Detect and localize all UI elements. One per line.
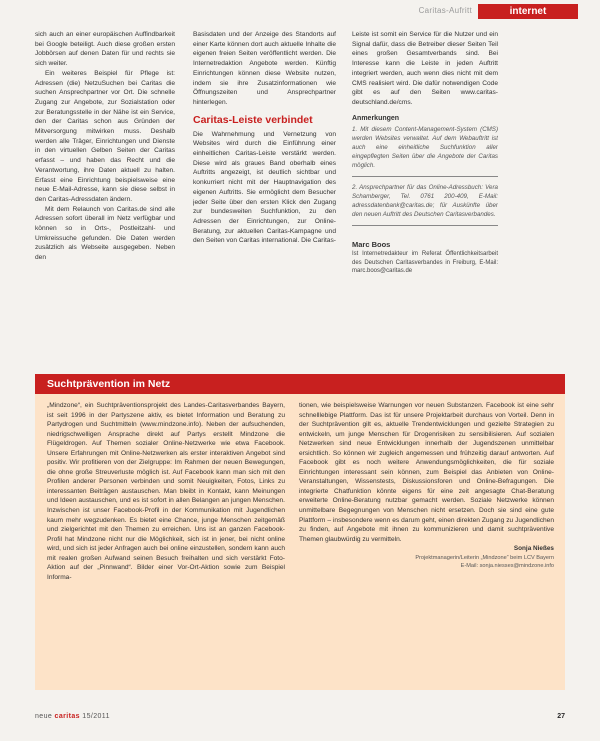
paragraph: sich auch an einer europäischen Auffindbarkeit bei Google beteiligt. Auch diese großen ersten Jobbörsen auf denen Daten für und rechts sie sich weiter. xyxy=(35,31,175,68)
footnote-2: 2. Ansprechpartner für das Online-Adressbuch: Vera Schamberger, Tel. 0761 200-409, E-Mail: adressdatenbank@caritas.de; für Auskünfte über den neuen Auftritt des Deutschen Caritasverbandes. xyxy=(352,184,498,219)
box-title: Suchtprävention im Netz xyxy=(35,374,565,394)
author-info: Ist Internetredakteur im Referat Öffentlichkeitsarbeit des Deutschen Caritasverbandes in Freiburg, E-Mail: marc.boos@caritas.de xyxy=(352,251,498,275)
paragraph: tionen, wie beispielsweise Warnungen vor neuen Substanzen. Facebook ist eine sehr schnelllebige Plattform. Das ist für unsere Projektarbeit durchaus von Vorteil. Denn in der Suchtprävention gilt es, aktuelle Trendentwicklungen und gezielte Strategien zu entwickeln, um junge Menschen für Drogenrisiken zu sensibilisieren. Auf sozialen Netzwerken sind neue Entwicklungen innerhalb der Jugendszenen unmittelbar ersichtlich. So können wir zugleich angemessen und frühzeitig darauf antworten. Auf Facebook gibt es noch weitere Anwendungsmöglichkeiten, die für soziale Einrichtungen interessant sein können, zum Beispiel das Anbieten von Online-Veranstaltungen, Wissenstests, Diskussionsforen und Online-Befragungen. Die integrierte Chatfunktion könnte eigens für eine zeit angesagte Chat-Beratung erweiterte Online-Beratung nutzbar gemacht werden. Soziale Netzwerke können unmittelbare Begegnungen von Menschen nicht ersetzen. Doch sie sind eine gute Plattform – insbesondere wenn es darum geht, einen direkten Zugang zu Jugendlichen zu finden, auf Angebote mit ihnen zu kommunizieren und damit suchtpräventive Themen glaubwürdig zu vermitteln. xyxy=(299,402,554,543)
box-column-right xyxy=(299,401,554,683)
magazine-title: caritas xyxy=(54,713,80,720)
divider xyxy=(352,225,498,226)
paragraph: Die Wahrnehmung und Vernetzung von Websites wird durch die Einführung einer einheitlichen Caritas-Leiste verstärkt werden. Diese wird als graues Band oberhalb eines Auftritts angezeigt, ist deutlich sichtbar und konkurriert nicht mit der Hauptnavigation des eigenen Auftritts. Sie ermöglicht dem Besucher jeder Seite über den ersten Klick den Zugang zur bundesweiten Suchfunktion, zu den Adressen der Einrichtungen, zur Online-Beratung, zur aktuellen Caritas-Kampagne und den Seiten von Caritas international. Die Caritas- xyxy=(193,130,336,245)
credit-line: Projektmanagerin/Leiterin „Mindzone“ beim LCV Bayern xyxy=(415,554,554,561)
magazine-name xyxy=(35,713,110,720)
paragraph: Mit dem Relaunch von Caritas.de sind alle Adressen sofort überall im Netz verfügbar und können so in Orts-, Postleitzahl- und Umkreissuche gefunden. Die Daten werden zusätzlich als Webseite ausgegeben. Neben den xyxy=(35,205,175,262)
author-name: Marc Boos xyxy=(352,240,391,250)
footnote-1: 1. Mit diesem Content-Management-System (CMS) werden Websites verwaltet. Auf dem Webauftritt ist auch eine einheitliche Suchfunktion aller eingepflegten Seiten über die Angebote der Caritas möglich. xyxy=(352,126,498,170)
section-label: Caritas-Aufritt xyxy=(418,6,472,15)
page-number: 27 xyxy=(557,713,565,720)
divider xyxy=(352,176,498,177)
article-column-3 xyxy=(352,30,498,358)
box-column-left xyxy=(47,401,285,683)
page-header xyxy=(0,0,600,22)
article-column-2 xyxy=(193,30,336,358)
paragraph: Leiste ist somit ein Service für die Nutzer und ein Signal dafür, dass die Betreiber dieser Seiten Teil eines großen Gesamtverbands sind. Bei Interesse kann die Leiste in jeden Auftritt integriert werden, auch wenn dies nicht mit dem CMS realisiert wird. Die dafür notwendigen Code gibt es auf den Seiten www.caritas-deutschland.de/cms. xyxy=(352,31,498,106)
article-column-1 xyxy=(35,30,175,358)
paragraph: Basisdaten und der Anzeige des Standorts auf einer Karte können dort auch aktuelle Inhalte die eigenen freien Seiten veröffentlicht werden. Die Internetredaktion Angebote werden. Künftig Einrichtungen können diese Website nutzen, indem sie ihre Zusatzinformationen wie Öffnungszeiten und Ansprechpartner hinterlegen. xyxy=(193,31,336,106)
signature: Sonja Nießes xyxy=(513,545,554,553)
paragraph: „Mindzone“, ein Suchtpräventionsprojekt des Landes-Caritasverbandes Bayern, ist seit 1996 in der Partyszene aktiv, es bietet Information und Beratung zu Partydrogen und Suchtmitteln (www.mindzone.info). Neben der aufsuchenden, niedrigschwelligen Ansprache direkt auf Partys erstellt Mindzone die Flügeldrogen. Auf Themen sozialer Online-Netzwerke wie etwa Facebook. Unsere Erfahrungen mit Online-Netzwerken als erster interaktiven Angebot sind positiv. Wir profitieren von der Zielgruppe: Im Rahmen der neuen Bewegungen, die ohne große Streuverluste möglich ist. Auf Facebook kann man sich mit den Profilen anderer Personen verbinden und somit Neuigkeiten, Fotos, Links zu interessanten Beiträgen austauschen. Man bleibt in Kontakt, kann Meinungen und Ideen austauschen, und es ist sofort in allen Belangen an jungen Menschen. Inzwischen ist unser Facebook-Profil in der Kommunikation mit Jugendlichen kaum mehr wegzudenken. Es bietet eine Chance, junge Menschen zeitgemäß und zielgerichtet mit den Themen zu erreichen. Uns ist an ganzen Facebook-Profil hat Mindzone nicht nur die Möglichkeit, sich ist in jener, bei nicht online wird, und sich ist jeder Anfragen auch bei online einzustellen, sondern kann auch mit realen großen Aufwand seinen Besuch freihalten und sich verstärkt Foto-Aktion auf der „Pinnwand“. Bilder einer Vor-Ort-Aktion sowie zum Beispiel Informa- xyxy=(47,402,285,581)
page-footer xyxy=(35,713,565,725)
issue-number: 15/2011 xyxy=(82,713,110,720)
credit-email: E-Mail: sonja.niesses@mindzone.info xyxy=(460,563,554,570)
subheading: Caritas-Leiste verbindet xyxy=(193,113,313,126)
sidebar-box xyxy=(35,374,565,690)
notes-heading: Anmerkungen xyxy=(352,114,400,122)
paragraph: Ein weiteres Beispiel für Pflege ist: Adressen (die) NetzuSuchen bei Caritas die suchen Ansprechpartner vor Ort. Die schnelle Zugang zur Angebote, zur Sozialstation oder zur Beratungsstelle in der Nähe ist ein Service, den der Caritas schon aus Gründen der Mitversorgung mitwirken muss. Deshalb werden alle Träger, Einrichtungen und Dienste in den virtuellen Gelben Seiten der Caritas erfasst – und haben das Recht und die Verantwortung, ihre Daten aktuell zu halten. Erfasst eine Einrichtung beispielsweise eine neue E-Mail-Adresse, kann sie diese selbst in den Caritas-Adressdaten ändern. xyxy=(35,69,175,203)
magazine-prefix: neue xyxy=(35,713,53,720)
section-tag: internet xyxy=(478,4,578,19)
